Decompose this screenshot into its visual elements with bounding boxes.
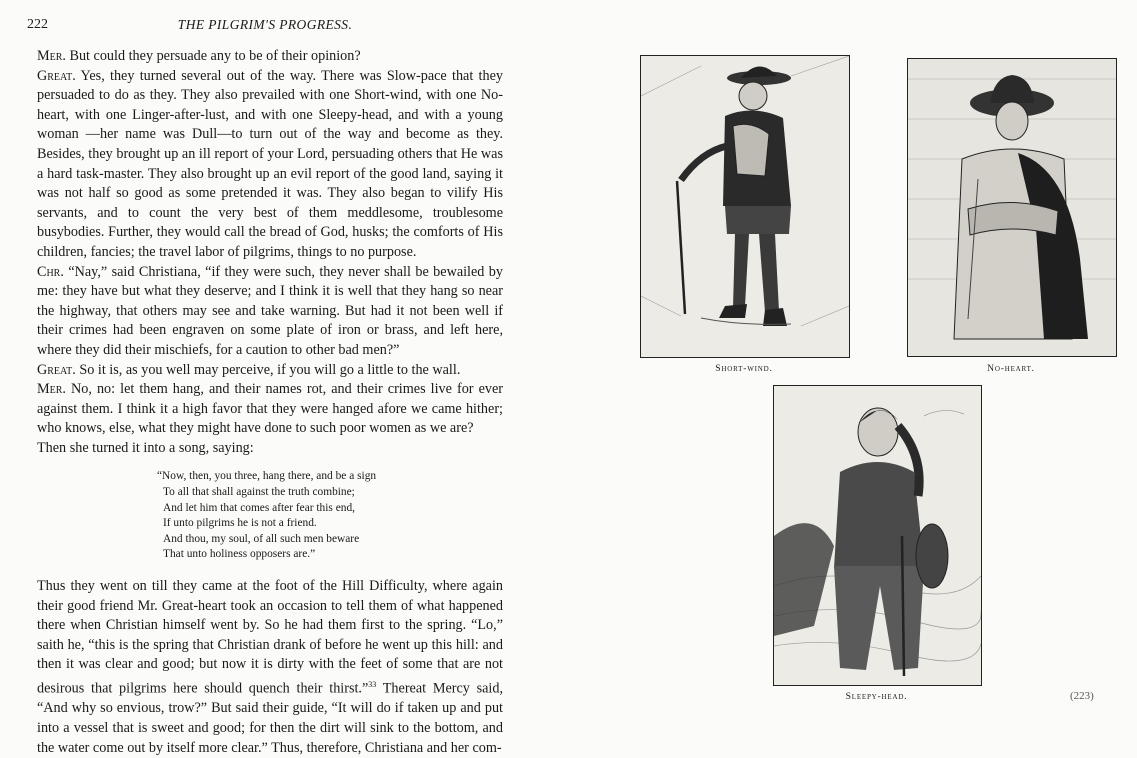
paragraph bbox=[37, 67, 503, 263]
speaker: Mer. bbox=[37, 48, 66, 64]
paragraph-text: But could they persuade any to be of their opinion? bbox=[65, 48, 361, 64]
paragraph-text: So it is, as you well may perceive, if you will go a little to the wall. bbox=[75, 361, 461, 378]
running-head: THE PILGRIM'S PROGRESS. bbox=[177, 17, 353, 32]
verse-line: And thou, my soul, of all such men beware bbox=[163, 532, 360, 545]
verse-line: If unto pilgrims he is not a friend. bbox=[163, 517, 317, 530]
plate-number: (223) bbox=[1070, 690, 1094, 702]
illustration-caption: Short-wind. bbox=[715, 363, 773, 374]
verse-line: To all that shall against the truth combine; bbox=[163, 486, 355, 499]
illustration-sleepy-head bbox=[773, 385, 982, 686]
paragraph-text: “Nay,” said Christiana, “if they were such, they never shall be bewailed by me: they have but what they deserve; and I think it is well that they hang so near the highway, that others may see and take warning. But had it not been well if their crimes had been engraven on some plate of iron or brass, and left here, where they did their mischiefs, for a caution to other bad men?” bbox=[37, 263, 503, 358]
verse-line: “Now, then, you three, hang there, and be a sign bbox=[157, 470, 377, 483]
speaker: Chr. bbox=[37, 263, 64, 280]
paragraph bbox=[37, 47, 503, 67]
illustration-no-heart bbox=[907, 58, 1117, 357]
footnote-marker: 33 bbox=[368, 680, 377, 689]
illustration-short-wind bbox=[640, 55, 850, 358]
speaker: Great. bbox=[37, 361, 76, 378]
paragraph-text: Thus they went on till they came at the foot of the Hill Difficulty, where again their good friend Mr. Great-heart took an occasion to tell them of what happened there when Christian himself went by. So he had them first to the spring. “Lo,” saith he, “this is the spring that Christian drank of before he went up this hill: and then it was clear and good; but now it is dirty with the feet of some that are not desirous that pilgrims here should quench their thirst.” bbox=[37, 578, 503, 697]
speaker: Great. bbox=[37, 67, 76, 84]
engraving-image bbox=[774, 386, 981, 685]
text-column bbox=[37, 47, 503, 758]
paragraph bbox=[37, 577, 503, 758]
verse-block bbox=[157, 469, 503, 563]
paragraph bbox=[37, 361, 503, 381]
paragraph-text: Thereat Mercy said, “And why so envious, trow?” But said their guide, “It will do if taken up and put into a vessel that is sweet and good; for then the dirt will sink to the bottom, and the water come out by itself more clear.” Thus, therefore, Christiana and her com- bbox=[37, 680, 503, 756]
verse-line: And let him that comes after fear this end, bbox=[163, 501, 355, 514]
paragraph bbox=[37, 439, 503, 459]
engraving-image bbox=[641, 56, 849, 357]
engraving-image bbox=[908, 59, 1116, 356]
paragraph bbox=[37, 263, 503, 361]
illustration-caption: Sleepy-head. bbox=[845, 691, 908, 702]
paragraph-text: No, no: let them hang, and their names rot, and their crimes live for ever against them. I think it a high favor that they were hanged afore we came hither; who knows, else, what they might have done to such poor women as we are? bbox=[37, 381, 503, 437]
speaker: Mer. bbox=[37, 381, 66, 398]
paragraph-text: Then she turned it into a song, saying: bbox=[37, 439, 254, 456]
paragraph bbox=[37, 380, 503, 439]
page-number: 222 bbox=[27, 17, 48, 32]
paragraph-text: Yes, they turned several out of the way. There was Slow-pace that they persuaded to do as they. They also prevailed with one Short-wind, with one No-heart, with one Linger-after-lust, and with one Sleepy-head, and with a young woman —her name was Dull—to turn out of the way and become as they. Besides, they brought up an ill report of your Lord, persuading others that He was a hard task-master. They also brought up an evil report of the good land, saying it was not half so good as some pretended it was. They also began to vilify His servants, and to count the very best of them meddlesome, troublesome busybodies. Further, they would call the bread of God, husks; the comforts of His children, fancies; the travel labor of pilgrims, things to no purpose. bbox=[37, 67, 503, 260]
illustration-caption: No-heart. bbox=[987, 363, 1035, 374]
verse-line: That unto holiness opposers are.” bbox=[163, 548, 316, 561]
